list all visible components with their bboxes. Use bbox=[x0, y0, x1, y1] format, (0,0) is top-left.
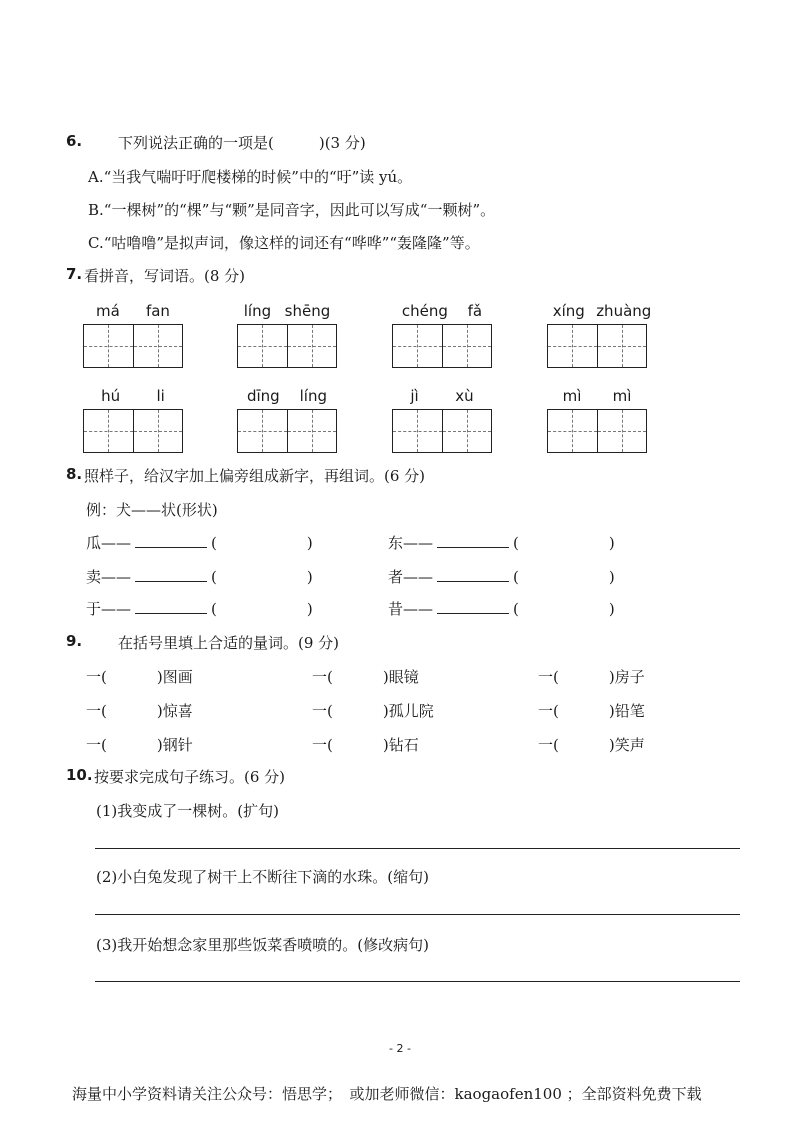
q9-item-7 bbox=[86, 734, 193, 755]
q9-pre: 一( bbox=[538, 702, 559, 720]
writing-grid[interactable] bbox=[547, 409, 647, 453]
writing-grid[interactable] bbox=[237, 324, 337, 368]
page-number: - 2 - bbox=[389, 1042, 411, 1055]
q8-title: 照样子，给汉字加上偏旁组成新字，再组词。(6 分) bbox=[84, 467, 426, 485]
paren-close: ) bbox=[306, 600, 313, 618]
pinyin-syllable: zhuàng bbox=[596, 302, 652, 320]
q6-option-c: C.“咕噜噜”是拟声词，像这样的词还有“哗哗”“轰隆隆”等。 bbox=[88, 234, 480, 252]
q10-sub-3: (3)我开始想念家里那些饭菜香喷喷的。(修改病句) bbox=[96, 936, 429, 954]
pinyin-word-7 bbox=[392, 387, 492, 453]
q9-post: )钢针 bbox=[156, 736, 193, 754]
q9-pre: 一( bbox=[312, 736, 333, 754]
pinyin-syllable: hú bbox=[101, 387, 121, 405]
answer-line[interactable] bbox=[95, 981, 740, 982]
q9-item-5 bbox=[312, 700, 434, 721]
paren-close: ) bbox=[608, 600, 615, 618]
q9-post: )铅笔 bbox=[608, 702, 645, 720]
q9-number: 9. bbox=[66, 632, 83, 650]
q7-title: 看拼音，写词语。(8 分) bbox=[84, 267, 246, 285]
q9-pre: 一( bbox=[86, 668, 107, 686]
q8-example: 例：犬——状(形状) bbox=[86, 501, 218, 519]
q9-post: )孤儿院 bbox=[382, 702, 434, 720]
pinyin-syllable: mì bbox=[562, 387, 582, 405]
q9-item-3 bbox=[538, 666, 645, 687]
writing-grid[interactable] bbox=[237, 409, 337, 453]
pinyin-word-3 bbox=[392, 302, 492, 368]
paren-close: ) bbox=[306, 568, 313, 586]
q9-title: 在括号里填上合适的量词。(9 分) bbox=[118, 634, 340, 652]
paren-open: ( bbox=[513, 600, 519, 618]
q9-item-8 bbox=[312, 734, 419, 755]
q9-item-4 bbox=[86, 700, 193, 721]
pinyin-word-5 bbox=[83, 387, 183, 453]
pinyin-word-6 bbox=[237, 387, 337, 453]
answer-blank[interactable] bbox=[437, 599, 509, 614]
paren-close: ) bbox=[608, 568, 615, 586]
pinyin-word-4 bbox=[547, 302, 657, 368]
pinyin-syllable: má bbox=[96, 302, 120, 320]
pinyin-syllable: jì bbox=[410, 387, 419, 405]
paren-open: ( bbox=[513, 568, 519, 586]
writing-grid[interactable] bbox=[547, 324, 647, 368]
q9-item-2 bbox=[312, 666, 419, 687]
q8-prefix: 昔—— bbox=[388, 600, 434, 618]
pinyin-word-2 bbox=[237, 302, 337, 368]
q9-item-6 bbox=[538, 700, 645, 721]
q8-item-5 bbox=[86, 598, 313, 619]
answer-blank[interactable] bbox=[437, 567, 509, 582]
q8-prefix: 于—— bbox=[86, 600, 132, 618]
q7-number: 7. bbox=[66, 265, 83, 283]
q8-item-4 bbox=[388, 566, 615, 587]
q9-item-1 bbox=[86, 666, 193, 687]
q9-post: )钻石 bbox=[382, 736, 419, 754]
q9-pre: 一( bbox=[86, 736, 107, 754]
q6-number: 6. bbox=[66, 132, 83, 150]
q10-number: 10. bbox=[66, 766, 93, 784]
answer-blank[interactable] bbox=[135, 599, 207, 614]
pinyin-syllable: chéng bbox=[401, 302, 448, 320]
pinyin-syllable: shēng bbox=[284, 302, 331, 320]
q9-post: )房子 bbox=[608, 668, 645, 686]
pinyin-syllable: li bbox=[156, 387, 165, 405]
paren-open: ( bbox=[211, 534, 217, 552]
q10-sub-1: (1)我变成了一棵树。(扩句) bbox=[96, 802, 279, 820]
pinyin-word-8 bbox=[547, 387, 647, 453]
paren-open: ( bbox=[211, 568, 217, 586]
q8-prefix: 卖—— bbox=[86, 568, 132, 586]
q6-option-b: B.“一棵树”的“棵”与“颗”是同音字，因此可以写成“一颗树”。 bbox=[88, 201, 496, 219]
pinyin-syllable: dīng bbox=[246, 387, 280, 405]
answer-blank[interactable] bbox=[135, 533, 207, 548]
q8-item-2 bbox=[388, 532, 615, 553]
pinyin-syllable: xù bbox=[455, 387, 474, 405]
q8-prefix: 者—— bbox=[388, 568, 434, 586]
answer-blank[interactable] bbox=[135, 567, 207, 582]
footer-notice: 海量中小学资料请关注公众号：悟思学； 或加老师微信：kaogaofen100 ；全部资料免费下载 bbox=[72, 1085, 702, 1103]
q8-prefix: 瓜—— bbox=[86, 534, 132, 552]
q9-pre: 一( bbox=[312, 702, 333, 720]
pinyin-syllable: mì bbox=[612, 387, 632, 405]
answer-line[interactable] bbox=[95, 848, 740, 849]
writing-grid[interactable] bbox=[392, 409, 492, 453]
q9-pre: 一( bbox=[312, 668, 333, 686]
pinyin-syllable: fǎ bbox=[467, 302, 483, 320]
pinyin-word-1 bbox=[83, 302, 183, 368]
writing-grid[interactable] bbox=[83, 324, 183, 368]
q9-pre: 一( bbox=[538, 668, 559, 686]
q9-post: )眼镜 bbox=[382, 668, 419, 686]
q9-item-9 bbox=[538, 734, 645, 755]
answer-blank[interactable] bbox=[437, 533, 509, 548]
q8-number: 8. bbox=[66, 465, 83, 483]
paren-open: ( bbox=[211, 600, 217, 618]
q9-post: )图画 bbox=[156, 668, 193, 686]
q8-item-6 bbox=[388, 598, 615, 619]
q9-pre: 一( bbox=[86, 702, 107, 720]
paren-close: ) bbox=[608, 534, 615, 552]
writing-grid[interactable] bbox=[392, 324, 492, 368]
q10-title: 按要求完成句子练习。(6 分) bbox=[94, 768, 286, 786]
pinyin-syllable: fan bbox=[145, 302, 170, 320]
q8-item-3 bbox=[86, 566, 313, 587]
q6-option-a: A.“当我气喘吁吁爬楼梯的时候”中的“吁”读 yú。 bbox=[88, 168, 413, 186]
q9-pre: 一( bbox=[538, 736, 559, 754]
q9-post: )笑声 bbox=[608, 736, 645, 754]
q8-item-1 bbox=[86, 532, 313, 553]
answer-line[interactable] bbox=[95, 914, 740, 915]
q6-stem: 下列说法正确的一项是( )(3 分) bbox=[118, 134, 366, 152]
paren-open: ( bbox=[513, 534, 519, 552]
pinyin-syllable: xíng bbox=[552, 302, 585, 320]
q9-post: )惊喜 bbox=[156, 702, 193, 720]
pinyin-syllable: líng bbox=[243, 302, 272, 320]
paren-close: ) bbox=[306, 534, 313, 552]
q10-sub-2: (2)小白兔发现了树干上不断往下滴的水珠。(缩句) bbox=[96, 868, 429, 886]
writing-grid[interactable] bbox=[83, 409, 183, 453]
q8-prefix: 东—— bbox=[388, 534, 434, 552]
pinyin-syllable: líng bbox=[299, 387, 328, 405]
